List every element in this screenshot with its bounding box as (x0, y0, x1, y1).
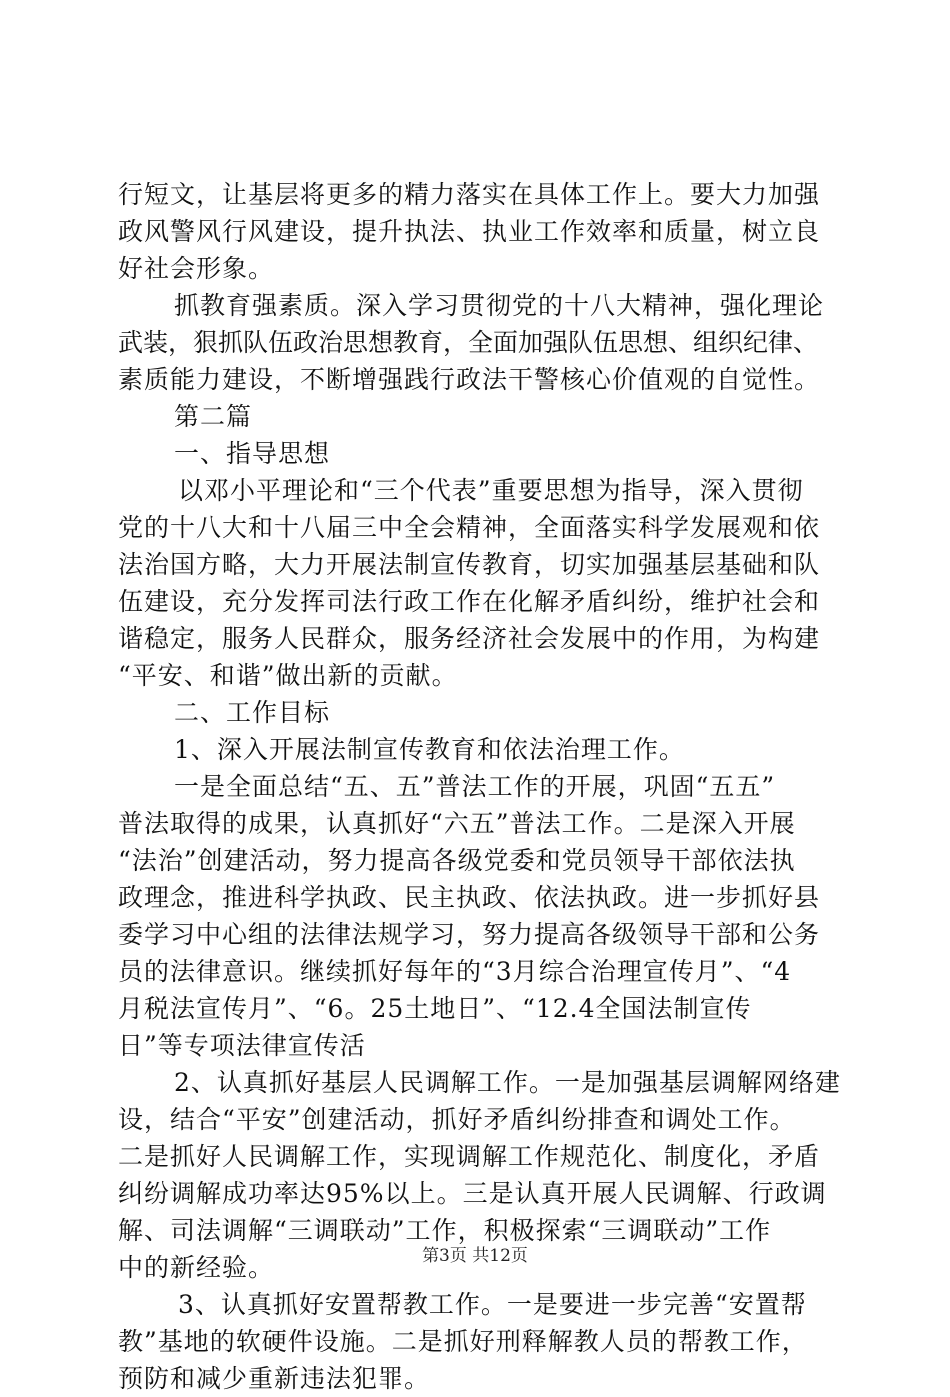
text-line: 教”基地的软硬件设施。二是抓好刑释解教人员的帮教工作， (118, 1327, 808, 1356)
page-number-label: 第3页 共12页 (422, 1246, 528, 1266)
text-line: 普法取得的成果，认真抓好“六五”普法工作。二是深入开展 (118, 809, 796, 838)
text-line: 以邓小平理论和“三个代表”重要思想为指导，深入贯彻 (178, 476, 804, 505)
text-line: 预防和减少重新违法犯罪。 (118, 1364, 431, 1393)
text-line: 一是全面总结“五、五”普法工作的开展，巩固“五五” (174, 772, 776, 801)
text-line: 政理念，推进科学执政、民主执政、依法执政。进一步抓好县 (118, 883, 821, 912)
document-body (118, 176, 841, 1397)
text-line: 党的十八大和十八届三中全会精神，全面落实科学发展观和依 (118, 513, 821, 542)
text-line: 1、深入开展法制宣传教育和依法治理工作。 (174, 735, 685, 764)
section-heading: 二、工作目标 (174, 698, 331, 727)
text-line: 日”等专项法律宣传活 (118, 1031, 366, 1060)
text-line: 二是抓好人民调解工作，实现调解工作规范化、制度化，矛盾 (118, 1142, 821, 1171)
text-line: 设，结合“平安”创建活动，抓好矛盾纠纷排查和调处工作。 (118, 1105, 796, 1134)
text-line: 伍建设，充分发挥司法行政工作在化解矛盾纠纷，维护社会和 (118, 587, 821, 616)
text-line: 3、认真抓好安置帮教工作。一是要进一步完善“安置帮 (178, 1290, 807, 1319)
text-line: “平安、和谐”做出新的贡献。 (118, 661, 458, 690)
text-line: 2、认真抓好基层人民调解工作。一是加强基层调解网络建 (174, 1068, 841, 1097)
text-line: 武装，狠抓队伍政治思想教育，全面加强队伍思想、组织纪律、 (118, 328, 819, 357)
text-line: 解、司法调解“三调联动”工作，积极探索“三调联动”工作 (118, 1216, 772, 1245)
text-line: 素质能力建设，不断增强践行政法干警核心价值观的自觉性。 (118, 365, 821, 394)
text-line: 中的新经验。 (118, 1253, 275, 1282)
text-line: 行短文，让基层将更多的精力落实在具体工作上。要大力加强 (118, 180, 821, 209)
text-line: “法治”创建活动，努力提高各级党委和党员领导干部依法执 (118, 846, 796, 875)
text-line: 好社会形象。 (118, 254, 275, 283)
section-heading: 第二篇 (174, 402, 253, 431)
text-line: 月税法宣传月”、“6。25土地日”、“12.4全国法制宣传 (118, 994, 752, 1023)
text-line: 委学习中心组的法律法规学习，努力提高各级领导干部和公务 (118, 920, 821, 949)
text-line: 员的法律意识。继续抓好每年的“3月综合治理宣传月”、“4 (118, 957, 792, 986)
text-line: 法治国方略，大力开展法制宣传教育，切实加强基层基础和队 (118, 550, 821, 579)
text-line: 谐稳定，服务人民群众，服务经济社会发展中的作用，为构建 (118, 624, 821, 653)
text-line: 政风警风行风建设，提升执法、执业工作效率和质量，树立良 (118, 217, 821, 246)
text-line: 抓教育强素质。深入学习贯彻党的十八大精神，强化理论 (174, 291, 825, 320)
section-heading: 一、指导思想 (174, 439, 331, 468)
page-footer (0, 1241, 950, 1266)
text-line: 纠纷调解成功率达95%以上。三是认真开展人民调解、行政调 (118, 1179, 827, 1208)
